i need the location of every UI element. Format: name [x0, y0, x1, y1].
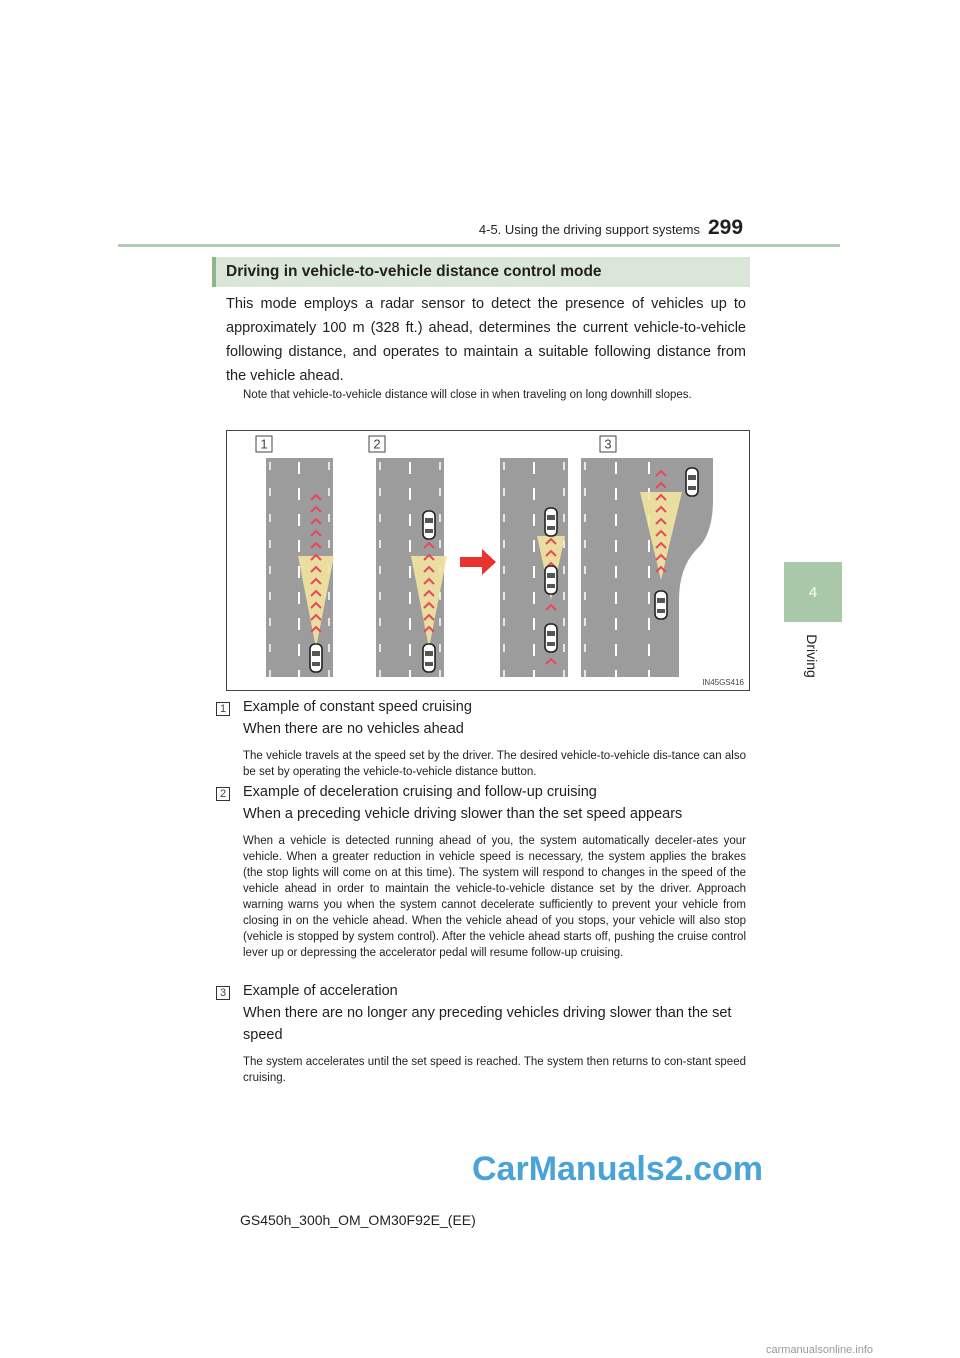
header-section-title: 4-5. Using the driving support systems [478, 222, 700, 237]
item-marker-1: 1 [216, 702, 230, 716]
callout-1 [256, 436, 272, 452]
section-heading [212, 257, 750, 287]
item-1-title-line2: When there are no vehicles ahead [243, 721, 464, 737]
svg-text:2: 2 [373, 436, 381, 452]
item-2-title-line2: When a preceding vehicle driving slower than the set speed appears [243, 806, 683, 822]
item-marker-3: 3 [216, 986, 230, 1000]
watermark-logo: CarManuals2.com [472, 1150, 763, 1188]
item-3-title-line1: Example of acceleration [243, 983, 398, 999]
chapter-label [782, 626, 842, 686]
item-3-description: The system accelerates until the set speed is reached. The system then returns to con-stant speed cruising. [243, 1056, 746, 1084]
section-heading-text: Driving in vehicle-to-vehicle distance control mode [226, 263, 602, 280]
cruise-illustration [226, 430, 750, 691]
figure-code: IN45GS416 [702, 678, 744, 687]
item-2-description: When a vehicle is detected running ahead of you, the system automatically deceler-ates your vehicle. When a greater reduction in vehicle speed is necessary, the system applies the brakes (the stop lights will come on at this time). The system will respond to changes in the speed of the vehicle ahead in order to maintain the vehicle-to-vehicle distance set by the driver. Approach warning warns you when the system cannot decelerate sufficiently to prevent your vehicle from closing in on the vehicle ahead. When the vehicle ahead of you stops, your vehicle will also stop (vehicle is stopped by system control). After the vehicle ahead starts off, pushing the cruise control lever up or depressing the accelerator pedal will resume follow-up cruising. [243, 835, 746, 959]
callout-2 [369, 436, 385, 452]
intro-paragraph: This mode employs a radar sensor to detect the presence of vehicles up to approximately 100 m (328 ft.) ahead, determines the current vehicle-to-vehicle following distance, and operates to maintain a suitable following distance from the vehicle ahead. [226, 296, 746, 384]
page-number: 299 [708, 216, 744, 239]
item-1-title-line1: Example of constant speed cruising [243, 699, 472, 715]
item-3-title-line2: When there are no longer any preceding vehicles driving slower than the set speed [243, 1005, 732, 1043]
header-rule [118, 244, 840, 247]
item-2-title-line1: Example of deceleration cruising and follow-up cruising [243, 784, 597, 800]
watermark-url: carmanualsonline.info [766, 1344, 874, 1356]
svg-text:1: 1 [260, 436, 268, 452]
item-1-description: The vehicle travels at the speed set by the driver. The desired vehicle-to-vehicle dis-tance can also be set by operating the vehicle-to-vehicle distance button. [243, 750, 746, 778]
callout-3 [600, 436, 616, 452]
chapter-label-text: Driving [803, 634, 820, 678]
manual-code-footer: GS450h_300h_OM_OM30F92E_(EE) [240, 1212, 476, 1228]
item-1-title [243, 696, 472, 740]
svg-text:3: 3 [604, 436, 612, 452]
item-2-title [243, 781, 682, 825]
item-3-title [243, 980, 746, 1046]
note-paragraph: Note that vehicle-to-vehicle distance will close in when traveling on long downhill slopes. [243, 389, 692, 401]
item-marker-2: 2 [216, 787, 230, 801]
chapter-tab[interactable]: 4 [784, 562, 842, 622]
